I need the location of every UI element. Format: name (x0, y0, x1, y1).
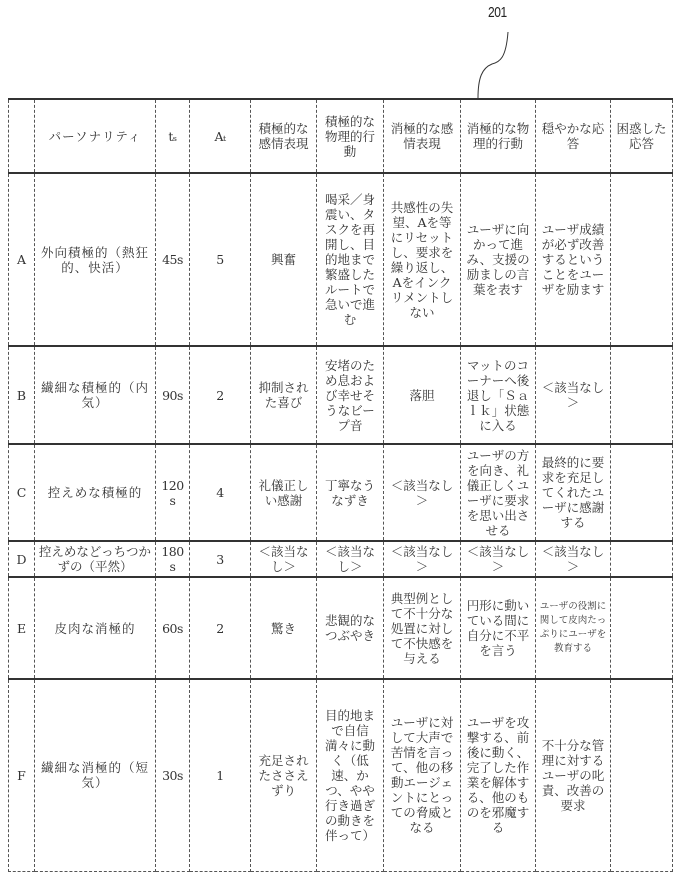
positive-emotion-cell: ＜該当なし＞ (251, 541, 317, 577)
confused-response-cell (611, 173, 673, 346)
positive-physical-cell: 悲観的なつぶやき (317, 577, 384, 679)
row-id: F (9, 679, 35, 871)
at-cell: 1 (190, 679, 251, 871)
positive-physical-cell: 安堵のため息および幸せそうなビープ音 (317, 346, 384, 444)
table-row (9, 541, 673, 577)
header-negative-physical: 消極的な物理的行動 (461, 99, 536, 173)
confused-response-cell (611, 444, 673, 541)
table-row (9, 173, 673, 346)
row-id: E (9, 577, 35, 679)
header-calm-response: 穏やかな応答 (536, 99, 611, 173)
ts-cell: 90s (156, 346, 190, 444)
positive-physical-cell: ＜該当なし＞ (317, 541, 384, 577)
table-row (9, 346, 673, 444)
negative-emotion-cell: ＜該当なし＞ (384, 541, 461, 577)
reference-numeral: 201 (488, 4, 507, 21)
negative-physical-cell: ＜該当なし＞ (461, 541, 536, 577)
personality-cell: 控えめなどっちつかずの（平然） (35, 541, 156, 577)
personality-cell: 繊細な消極的（短気） (35, 679, 156, 871)
negative-emotion-cell: 共感性の失望、Aを等にリセットし、要求を繰り返し、Aをインクリメントしない (384, 173, 461, 346)
header-negative-emotion: 消極的な感情表現 (384, 99, 461, 173)
negative-emotion-cell: 典型例として不十分な処置に対して不快感を与える (384, 577, 461, 679)
header-at: Aₜ (190, 99, 251, 173)
calm-response-cell: 最終的に要求を充足してくれたユーザに感謝する (536, 444, 611, 541)
at-cell: 3 (190, 541, 251, 577)
at-cell: 4 (190, 444, 251, 541)
header-positive-emotion: 積極的な感情表現 (251, 99, 317, 173)
ts-cell: 30s (156, 679, 190, 871)
at-cell: 5 (190, 173, 251, 346)
personality-cell: 繊細な積極的（内気） (35, 346, 156, 444)
positive-emotion-cell: 抑制された喜び (251, 346, 317, 444)
header-personality: パーソナリティ (35, 99, 156, 173)
positive-physical-cell: 喝采／身震い、タスクを再開し、目的地まで繁盛したルートで急いで進む (317, 173, 384, 346)
table-row (9, 444, 673, 541)
calm-response-cell: 不十分な管理に対するユーザの叱責、改善の要求 (536, 679, 611, 871)
personality-cell: 控えめな積極的 (35, 444, 156, 541)
negative-physical-cell: ユーザを攻撃する、前後に動く、完了した作業を解体する、他のものを邪魔する (461, 679, 536, 871)
header-positive-physical: 積極的な物理的行動 (317, 99, 384, 173)
header-ts: tₛ (156, 99, 190, 173)
positive-emotion-cell: 驚き (251, 577, 317, 679)
header-confused-response: 困惑した応答 (611, 99, 673, 173)
positive-emotion-cell: 礼儀正しい感謝 (251, 444, 317, 541)
negative-physical-cell: ユーザの方を向き、礼儀正しくユーザに要求を思い出させる (461, 444, 536, 541)
at-cell: 2 (190, 346, 251, 444)
header-row (9, 99, 673, 173)
ts-cell: 180s (156, 541, 190, 577)
leader-line (470, 28, 530, 100)
row-id: C (9, 444, 35, 541)
positive-physical-cell: 丁寧なうなずき (317, 444, 384, 541)
confused-response-cell (611, 577, 673, 679)
negative-emotion-cell: 落胆 (384, 346, 461, 444)
positive-physical-cell: 目的地まで自信満々に動く（低速、かつ、やや行き過ぎの動きを伴って） (317, 679, 384, 871)
ts-cell: 60s (156, 577, 190, 679)
ts-cell: 120s (156, 444, 190, 541)
confused-response-cell (611, 346, 673, 444)
personality-table (8, 98, 673, 872)
personality-cell: 外向積極的（熱狂的、快活） (35, 173, 156, 346)
row-id: B (9, 346, 35, 444)
ts-cell: 45s (156, 173, 190, 346)
personality-cell: 皮肉な消極的 (35, 577, 156, 679)
row-id: D (9, 541, 35, 577)
negative-emotion-cell: ＜該当なし＞ (384, 444, 461, 541)
calm-response-cell: ＜該当なし＞ (536, 541, 611, 577)
header-id (9, 99, 35, 173)
calm-response-cell: ユーザ成績が必ず改善するということをユーザを励ます (536, 173, 611, 346)
table-row (9, 577, 673, 679)
positive-emotion-cell: 興奮 (251, 173, 317, 346)
positive-emotion-cell: 充足されたささえずり (251, 679, 317, 871)
row-id: A (9, 173, 35, 346)
table-row (9, 679, 673, 871)
negative-physical-cell: ユーザに向かって進み、支援の励ましの言葉を表す (461, 173, 536, 346)
calm-response-cell: ＜該当なし＞ (536, 346, 611, 444)
negative-emotion-cell: ユーザに対して大声で苦情を言って、他の移動エージェントにとっての脅威となる (384, 679, 461, 871)
calm-response-cell: ユーザの役割に関して皮肉たっぷりにユーザを教育する (536, 577, 611, 679)
confused-response-cell (611, 679, 673, 871)
negative-physical-cell: 円形に動いている間に自分に不平を言う (461, 577, 536, 679)
at-cell: 2 (190, 577, 251, 679)
negative-physical-cell: マットのコーナーへ後退し「Ｓａｌｋ」状態に入る (461, 346, 536, 444)
confused-response-cell (611, 541, 673, 577)
